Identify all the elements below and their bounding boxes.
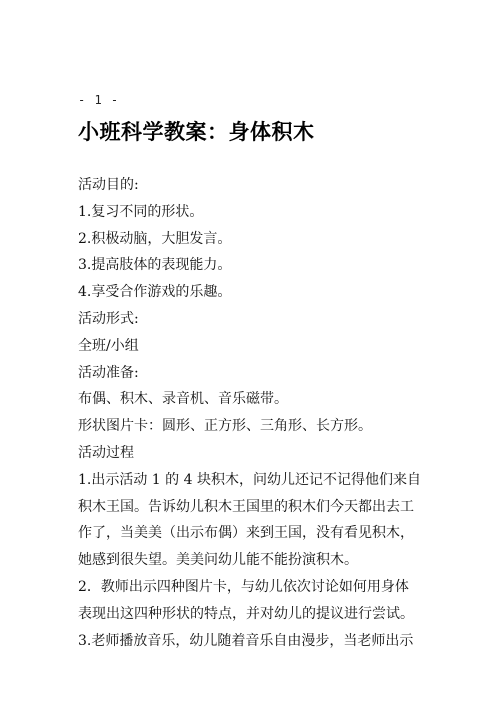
body-line: 全班/小组 <box>78 337 139 354</box>
body-line: 作了，当美美（出示布偶）来到王国，没有看见积木， <box>78 525 414 542</box>
body-line: 2.积极动脑，大胆发言。 <box>78 230 232 247</box>
body-line: 活动形式: <box>78 310 139 327</box>
body-line: 活动准备: <box>78 364 139 381</box>
body-line: 1.出示活动 1 的 4 块积木，问幼儿还记不记得他们来自 <box>78 471 421 488</box>
body-line: 4.享受合作游戏的乐趣。 <box>78 284 232 301</box>
body-line: 积木王国。告诉幼儿积木王国里的积木们今天都出去工 <box>78 498 414 515</box>
document-title: 小班科学教案：身体积木 <box>78 120 315 144</box>
body-line: 1.复习不同的形状。 <box>78 203 204 220</box>
body-line: 活动过程 <box>78 444 134 461</box>
page-number: - 1 - <box>78 93 120 107</box>
body-line: 布偶、积木、录音机、音乐磁带。 <box>78 391 288 408</box>
document-body <box>78 172 428 654</box>
body-line: 表现出这四种形状的特点，并对幼儿的提议进行尝试。 <box>78 605 414 622</box>
body-line: 活动目的: <box>78 177 139 193</box>
body-line: 3.老师播放音乐，幼儿随着音乐自由漫步，当老师出示 <box>78 632 414 649</box>
body-line: 她感到很失望。美美问幼儿能不能扮演积木。 <box>78 552 358 569</box>
body-line: 2．教师出示四种图片卡，与幼儿依次讨论如何用身体 <box>78 578 409 595</box>
body-line: 形状图片卡：圆形、正方形、三角形、长方形。 <box>78 418 372 435</box>
body-line: 3.提高肢体的表现能力。 <box>78 257 232 274</box>
